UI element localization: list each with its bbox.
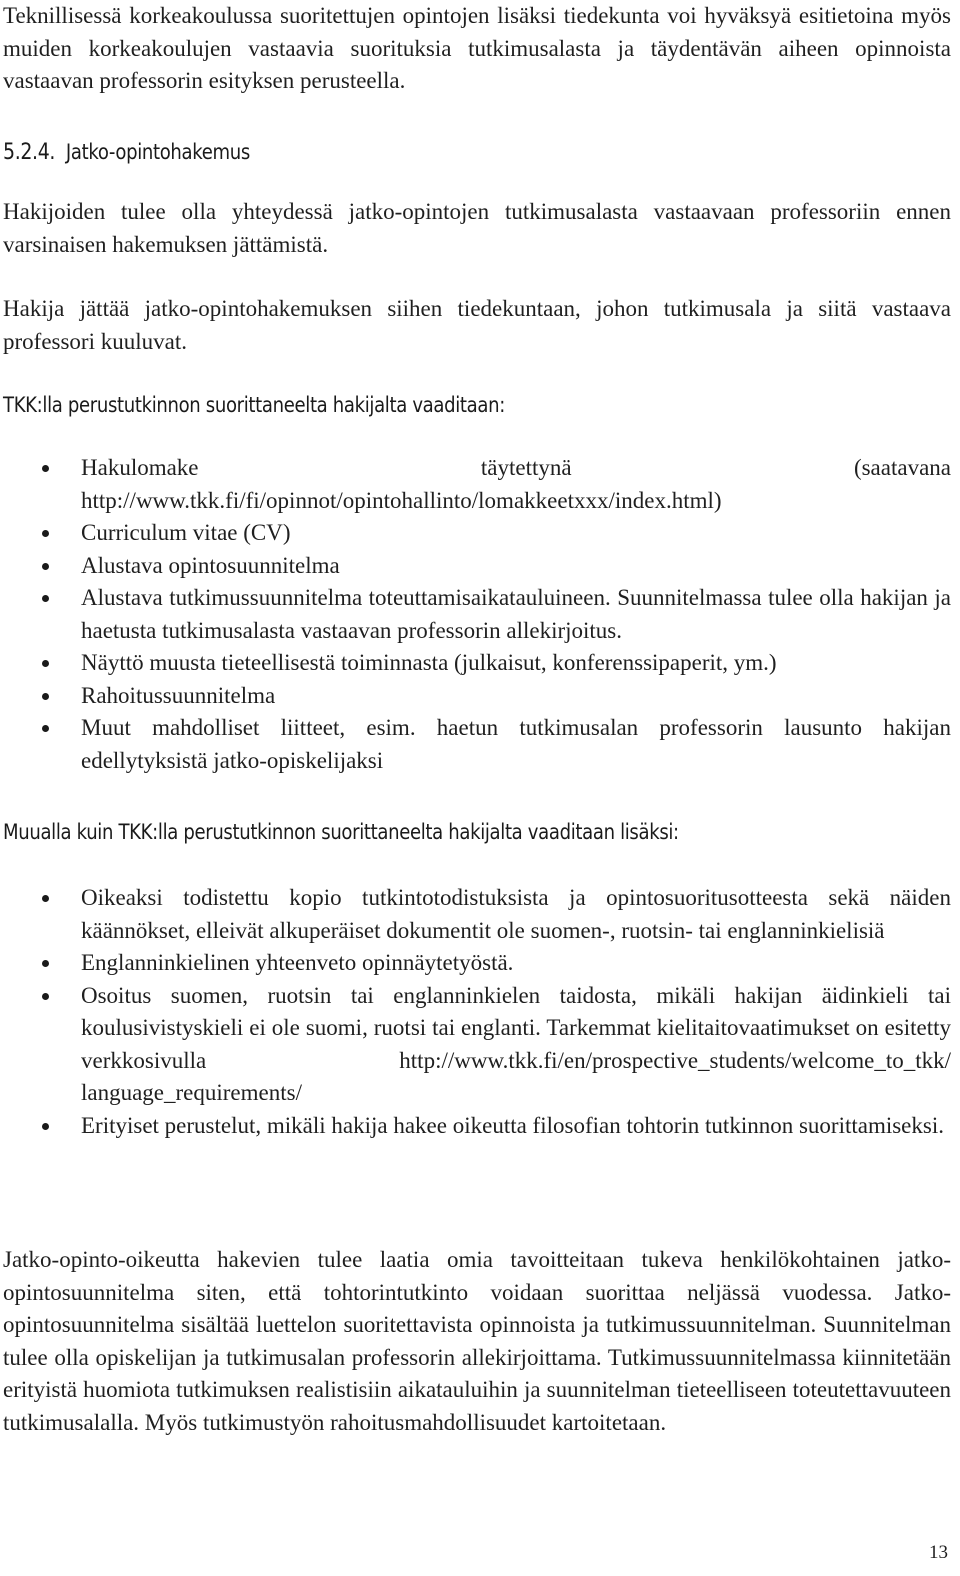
bullet-icon [42, 660, 49, 667]
bullet-icon [42, 693, 49, 700]
list-item [3, 550, 951, 583]
list-item [3, 882, 951, 947]
list-item-text: Näyttö muusta tieteellisestä toiminnasta (julkaisut, konferenssipaperit, ym.) [81, 650, 777, 675]
section-title: Jatko-opintohakemus [65, 140, 250, 164]
list-item-text: Curriculum vitae (CV) [81, 520, 291, 545]
list-item [3, 582, 951, 647]
other-requirements-list [3, 882, 951, 1142]
bullet-icon [42, 530, 49, 537]
list-item [3, 517, 951, 550]
list-item-text: Erityiset perustelut, mikäli hakija hakee oikeutta filosofian tohtorin tutkinnon suorittamiseksi. [81, 1112, 944, 1138]
section-heading [3, 137, 250, 168]
list-item-text: Alustava opintosuunnitelma [81, 552, 340, 578]
bullet-icon [42, 465, 49, 472]
list-item [3, 647, 951, 680]
list-item-text: Englanninkielinen yhteenveto opinnäytetyöstä. [81, 950, 514, 975]
list-item [3, 680, 951, 713]
list-item [3, 947, 951, 980]
tkk-requirements-heading: TKK:lla perustutkinnon suorittaneelta hakijalta vaaditaan: [3, 393, 505, 417]
list-item [3, 452, 951, 517]
intro-paragraph: Teknillisessä korkeakoulussa suoritettujen opintojen lisäksi tiedekunta voi hyväksyä esitietoina myös muiden korkeakoulujen vastaavia suorituksia tutkimusalasta ja täydentävän aiheen opinnoista vastaavan professorin esityksen perusteella. [3, 3, 951, 93]
bullet-icon [42, 1123, 49, 1130]
section-number: 5.2.4. [3, 140, 56, 165]
bullet-icon [42, 960, 49, 967]
bullet-icon [42, 725, 49, 732]
list-item-text: Osoitus suomen, ruotsin tai englanninkielen taidosta, mikäli hakijan äidinkieli tai koulusivistyskieli ei ole suomi, ruotsi tai englanti. Tarkemmat kielitaitovaatimukset on esitetty verkkosivulla http://www.tkk.fi/en/prospective_students/welcome_to_tkk/ language_requirements/ [81, 982, 951, 1105]
bullet-icon [42, 895, 49, 902]
list-item-text: Rahoitussuunnitelma [81, 682, 276, 708]
list-item-text: Oikeaksi todistettu kopio tutkintotodistuksista ja opintosuoritusotteesta sekä näiden käännökset, elleivät alkuperäiset dokumentit ole suomen-, ruotsin- tai englanninkielisiä [81, 885, 951, 943]
submit-paragraph: Hakija jättää jatko-opintohakemuksen siihen tiedekuntaan, johon tutkimusala ja siitä vastaava professori kuuluvat. [3, 296, 951, 354]
list-item-text: Hakulomake täytettynä (saatavana http://www.tkk.fi/fi/opinnot/opintohallinto/lomakkeetxxx/index.html) [81, 455, 951, 513]
other-requirements-heading: Muualla kuin TKK:lla perustutkinnon suorittaneelta hakijalta vaaditaan lisäksi: [3, 820, 679, 844]
list-item-text: Muut mahdolliset liitteet, esim. haetun tutkimusalan professorin lausunto hakijan edellytyksistä jatko-opiskelijaksi [81, 715, 951, 773]
list-item [3, 712, 951, 777]
list-item [3, 1110, 951, 1143]
tkk-requirements-list [3, 452, 951, 777]
bullet-icon [42, 563, 49, 570]
bullet-icon [42, 595, 49, 602]
list-item [3, 980, 951, 1110]
closing-paragraph: Jatko-opinto-oikeutta hakevien tulee laatia omia tavoitteitaan tukeva henkilökohtainen jatko-opintosuunnitelma siten, että tohtorintutkinto voidaan suorittaa neljässä vuodessa. Jatko-opintosuunnitelma sisältää luettelon suoritettavista opinnoista ja tutkimussuunnitelman. Suunnitelman tulee olla opiskelijan ja tutkimusalan professorin allekirjoittama. Tutkimussuunnitelmassa kiinnitetään erityistä huomiota tutkimuksen realistisiin aikatauluihin ja suunnitelman tieteelliseen toteutettavuuteen tutkimusalalla. Myös tutkimustyön rahoitusmahdollisuudet kartoitetaan. [3, 1247, 951, 1435]
page-number: 13 [929, 1542, 948, 1563]
bullet-icon [42, 993, 49, 1000]
list-item-text: Alustava tutkimussuunnitelma toteuttamisaikatauluineen. Suunnitelmassa tulee olla hakijan ja haetusta tutkimusalasta vastaavan professorin allekirjoitus. [81, 585, 951, 643]
contact-paragraph: Hakijoiden tulee olla yhteydessä jatko-opintojen tutkimusalasta vastaavaan professoriin ennen varsinaisen hakemuksen jättämistä. [3, 199, 951, 257]
